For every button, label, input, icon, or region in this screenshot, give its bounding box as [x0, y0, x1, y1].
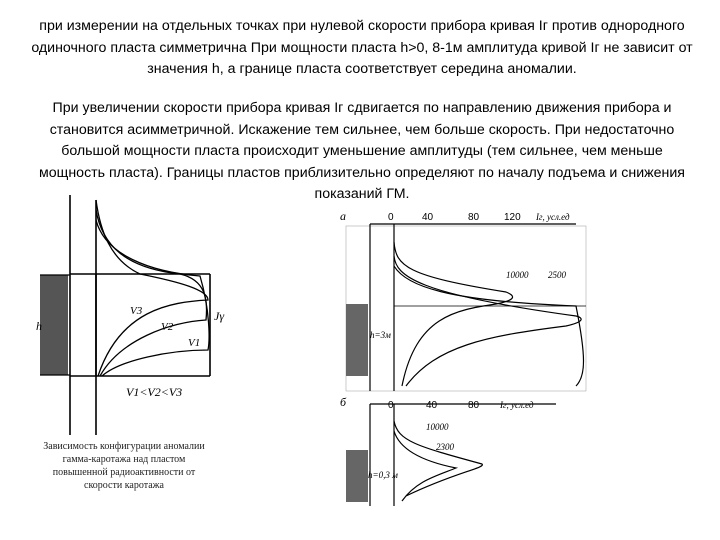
- radioactive-layer: [40, 275, 68, 375]
- panel-b-axis-label: Iг, усл.ед: [500, 400, 534, 410]
- panel-a-tick-3: 120: [504, 212, 521, 223]
- panel-b-curve-2300: 2300: [436, 442, 454, 452]
- curve-v3: [96, 200, 208, 376]
- panel-b-layer: [346, 450, 368, 502]
- label-v2: V2: [161, 321, 174, 333]
- left-figure: [30, 190, 250, 440]
- curve-v1: [96, 220, 209, 376]
- paragraph-2: При увеличении скорости прибора кривая Iг сдвигается по направлению движения прибора и становится асимметричной. Искажение тем сильнее, чем больше скорость. При недостаточно большой мощности пласта происходит уменьшение амплитуды (тем сильнее, чем меньше мощность пласта). Границы пластов приблизительно определяют по началу подъема и снижения показаний ГМ.: [39, 100, 685, 202]
- panel-b-tick-0: 0: [388, 400, 394, 411]
- layer-h-label: h: [36, 319, 42, 333]
- panel-b-layer-label: h=0,3 м: [368, 470, 398, 480]
- panel-b-tick-1: 40: [426, 400, 438, 411]
- right-figure: [336, 206, 596, 511]
- panel-b-tick-2: 80: [468, 400, 480, 411]
- gamma-label: Jγ: [214, 309, 225, 323]
- label-v3: V3: [130, 305, 143, 317]
- left-axes: [70, 195, 96, 435]
- panel-a-tick-0: 0: [388, 212, 394, 223]
- panel-a-tick-2: 80: [468, 212, 480, 223]
- panel-a-curve-2500: 2500: [548, 270, 566, 280]
- panel-b-curve-10000: 10000: [426, 422, 449, 432]
- panel-a-curve-10000: 10000: [506, 270, 529, 280]
- panel-a: [346, 224, 586, 391]
- label-v1: V1: [188, 337, 201, 349]
- panel-a-layer-label: h=3м: [370, 330, 391, 340]
- panel-a-letter: а: [340, 209, 346, 223]
- panel-a-tick-1: 40: [422, 212, 434, 223]
- paragraph-1: при измерении на отдельных точках при нулевой скорости прибора кривая Iг против однородного одиночного пласта симметрична При мощности пласта h>0, 8-1м амплитуда кривой Iг не зависит от значения h, а границе пласта соответствует середина аномалии.: [31, 18, 693, 77]
- panel-a-axis-label: Iг, усл.ед: [536, 212, 570, 222]
- panel-b: [370, 404, 556, 506]
- figure-caption: Зависимость конфигурации аномалии гамма-каротажа над пластом повышенной радиоактивности от скорости каротажа: [43, 441, 205, 491]
- panel-b-letter: б: [340, 395, 347, 409]
- panel-a-layer: [346, 304, 368, 376]
- speed-relation: V1<V2<V3: [126, 385, 183, 399]
